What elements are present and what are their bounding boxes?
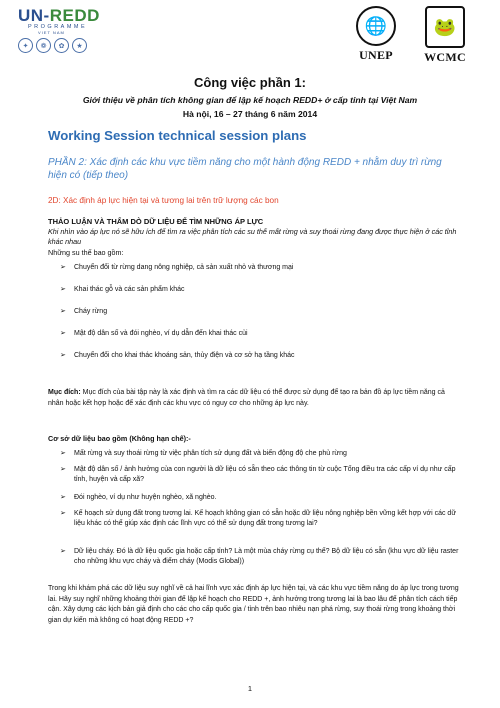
arrow-bullet-icon: ➢	[60, 548, 66, 555]
arrow-bullet-icon: ➢	[60, 450, 66, 457]
trends-list	[60, 263, 460, 373]
discussion-title: THẢO LUẬN VÀ THẨM DÒ DỮ LIỆU ĐỂ TÌM NHỮNG ÁP LỰC	[48, 217, 264, 226]
data-basis-list	[60, 449, 460, 575]
logo-un-text: UN-	[18, 6, 50, 25]
wcmc-label: WCMC	[424, 50, 466, 64]
part-heading: PHẦN 2: Xác định các khu vực tiềm năng cho một hành động REDD + nhằm duy trì rừng hiện có (tiếp theo)	[48, 157, 442, 181]
logo-redd-text: REDD	[49, 6, 100, 25]
arrow-bullet-icon: ➢	[60, 308, 66, 315]
list-item: ➢ Mật độ dân số và đói nghèo, ví dụ dẫn đến khai thác củi	[60, 330, 248, 337]
unep-label: UNEP	[359, 48, 393, 62]
frog-emblem-icon: 🐸	[425, 6, 465, 48]
discussion-intro: Khi nhìn vào áp lực nó sẽ hữu ích để tìm ra việc phân tích các su thế mất rừng và suy thoái rừng đang được thực hiện ở các tỉnh khác nhau	[48, 227, 457, 246]
undp-emblem-icon: ❁	[36, 38, 51, 53]
discussion-lead: Những su thế bao gồm:	[48, 248, 124, 257]
closing-paragraph: Trong khi khám phá các dữ liệu suy nghĩ về cả hai lĩnh vực xác định áp lực hiện tại, và các khu vực tiềm năng do áp lực trong tương lai. Hãy suy nghĩ những khoảng thời gian để lập kế hoạch cho REDD +, ảnh hưởng trong tương lai là bao lâu để phân tích cách tiếp cận. Xây dựng các kịch bản giả định cho các cho cấp quốc gia / tỉnh trên bao nhiêu nạn phá rừng, suy thoái rừng trong khoảng thời gian dự kiến mà không có hoạt động REDD +?	[48, 585, 459, 624]
partner-logos	[18, 38, 138, 53]
list-item: ➢ Cháy rừng	[60, 308, 108, 315]
list-item: ➢ Dữ liệu cháy. Đó là dữ liệu quốc gia hoặc cấp tỉnh? Là một mùa cháy rừng cụ thể? Bộ dữ liệu có sẵn (khu vực dữ liệu raster cho những khu vực cháy và điểm cháy (Modis Global))	[60, 548, 459, 565]
globe-emblem-icon: 🌐	[356, 6, 396, 46]
list-item: ➢ Mất rừng và suy thoái rừng từ việc phân tích sử dụng đất và biến động độ che phủ rừng	[60, 450, 347, 457]
arrow-bullet-icon: ➢	[60, 494, 66, 501]
subsection-heading: 2D: Xác định áp lực hiện tại và tương lai trên trữ lượng các bon	[48, 196, 279, 205]
arrow-bullet-icon: ➢	[60, 330, 66, 337]
list-item: ➢ Chuyển đổi cho khai thác khoáng sản, thủy điện và cơ sở hạ tầng khác	[60, 352, 295, 359]
page-number: 1	[247, 684, 253, 693]
list-item: ➢ Chuyển đổi từ rừng dang nông nghiệp, cả sản xuất nhỏ và thương mại	[60, 264, 294, 271]
arrow-bullet-icon: ➢	[60, 264, 66, 271]
purpose-text: Mục đích của bài tập này là xác định và tìm ra các dữ liệu có thể được sử dụng để tạo ra bản đồ áp lực tiềm năng cả nhân hoặc kết hợp hoặc để xác định các khu vực có nguy cơ cho những áp lực này.	[48, 389, 445, 407]
unep-emblem-icon: ✿	[54, 38, 69, 53]
section-heading: Working Session technical session plans	[48, 128, 307, 143]
logo-programme-text: PROGRAMME	[28, 24, 88, 30]
logo-country-text: VIET NAM	[38, 30, 65, 35]
arrow-bullet-icon: ➢	[60, 352, 66, 359]
list-item: ➢ Đói nghèo, ví dụ như huyện nghèo, xã nghèo.	[60, 494, 217, 501]
document-dateline: Hà nội, 16 – 27 tháng 6 năm 2014	[182, 109, 318, 119]
un-redd-logo	[18, 6, 138, 68]
data-basis-title: Cơ sở dữ liệu bao gồm (Không hạn chế):-	[48, 434, 191, 443]
arrow-bullet-icon: ➢	[60, 466, 66, 473]
document-title: Công việc phần 1:	[194, 75, 306, 90]
arrow-bullet-icon: ➢	[60, 286, 66, 293]
purpose-label: Mục đích:	[48, 389, 81, 396]
list-item: ➢ Mật độ dân số / ảnh hưởng của con người là dữ liệu có sẵn theo các thông tin từ cuộc Tổng điều tra các cấp ví dụ như cấp tỉnh, huyện và cấp xã?	[60, 466, 456, 483]
wcmc-logo	[410, 6, 480, 65]
unep-logo	[350, 6, 402, 63]
list-item: ➢ Kế hoạch sử dụng đất trong tương lai. Kế hoạch không gian có sẵn hoặc dữ liệu nông nghiệp bền vững kết hợp với các dữ liệu khác có thể giúp xác định các lĩnh vực có thể sử dụng đất trong tương lai?	[60, 510, 457, 527]
document-subtitle: Giới thiệu về phân tích không gian để lập kế hoạch REDD+ ở cấp tỉnh tại Việt Nam	[82, 95, 418, 105]
partner-logos-right	[344, 6, 484, 70]
list-item: ➢ Khai thác gỗ và các sản phẩm khác	[60, 286, 185, 293]
fao-emblem-icon: ✦	[18, 38, 33, 53]
purpose-paragraph	[48, 388, 460, 409]
vietnam-emblem-icon: ★	[72, 38, 87, 53]
arrow-bullet-icon: ➢	[60, 510, 66, 517]
